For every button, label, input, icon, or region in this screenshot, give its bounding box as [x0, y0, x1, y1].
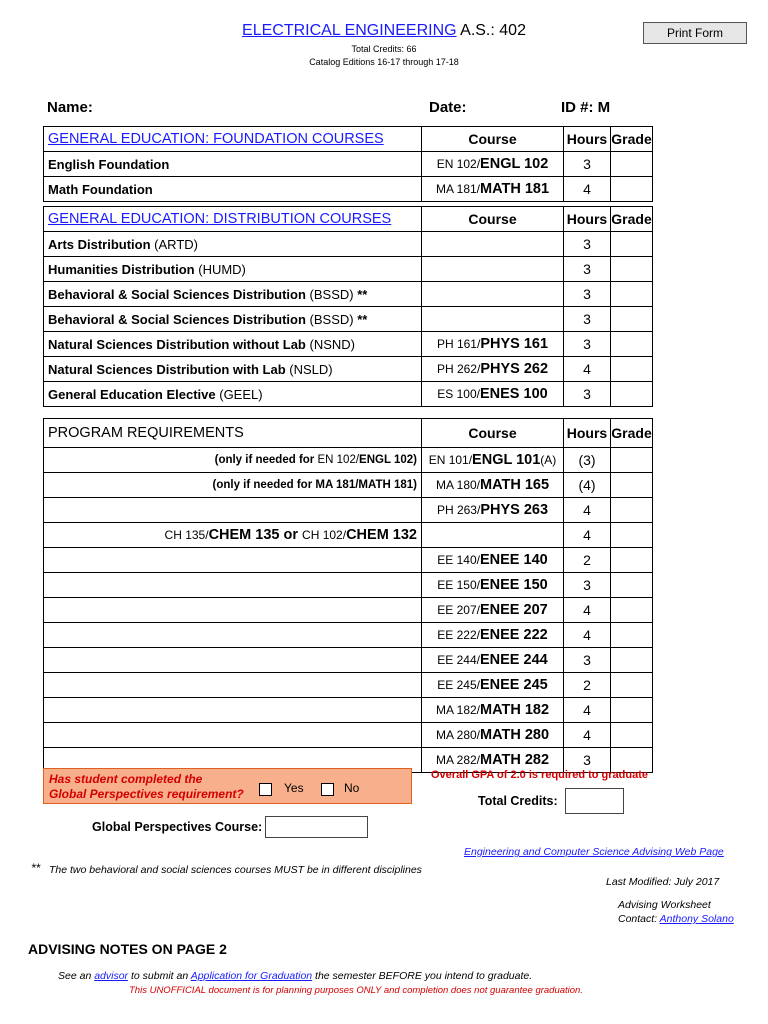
footnote-text: The two behavioral and social sciences courses MUST be in different disciplines [49, 864, 422, 876]
grade-cell[interactable] [611, 573, 653, 598]
requirement-label: Arts Distribution (ARTD) [44, 232, 422, 257]
grade-cell[interactable] [611, 448, 653, 473]
requirement-label [44, 648, 422, 673]
grade-col-header: Grade [611, 207, 653, 232]
requirement-label [44, 673, 422, 698]
requirement-label: Behavioral & Social Sciences Distribution (BSSD) ** [44, 282, 422, 307]
requirement-label: CH 135/CHEM 135 or CH 102/CHEM 132 [44, 523, 422, 548]
program-link[interactable]: ELECTRICAL ENGINEERING [242, 22, 457, 39]
table-header-row [44, 127, 653, 152]
table-row [44, 448, 653, 473]
date-label: Date: [429, 99, 467, 116]
grade-cell[interactable] [611, 152, 653, 177]
hours-cell: (3) [564, 448, 611, 473]
course-cell[interactable] [422, 257, 564, 282]
hours-cell: 3 [564, 573, 611, 598]
yes-label: Yes [284, 781, 304, 795]
grade-cell[interactable] [611, 382, 653, 407]
foundation-table [43, 126, 653, 202]
distribution-section-link[interactable]: GENERAL EDUCATION: DISTRIBUTION COURSES [48, 211, 392, 227]
requirement-label [44, 623, 422, 648]
course-cell: EN 101/ENGL 101(A) [422, 448, 564, 473]
hours-cell: 3 [564, 232, 611, 257]
grade-cell[interactable] [611, 498, 653, 523]
grade-cell[interactable] [611, 623, 653, 648]
course-cell: MA 282/MATH 282 [422, 748, 564, 773]
global-perspectives-question: Has student completed the Global Perspectives requirement? [49, 772, 244, 801]
table-row [44, 498, 653, 523]
advising-web-page-link[interactable]: Engineering and Computer Science Advising Web Page [464, 846, 724, 858]
grade-col-header: Grade [611, 419, 653, 448]
table-row [44, 232, 653, 257]
table-row [44, 573, 653, 598]
course-cell: EE 244/ENEE 244 [422, 648, 564, 673]
contact-link[interactable]: Anthony Solano [659, 913, 734, 925]
course-cell: ES 100/ENES 100 [422, 382, 564, 407]
grade-cell[interactable] [611, 307, 653, 332]
grade-col-header: Grade [611, 127, 653, 152]
course-cell: PH 161/PHYS 161 [422, 332, 564, 357]
program-section-title: PROGRAM REQUIREMENTS [44, 419, 422, 448]
course-col-header: Course [422, 419, 564, 448]
table-row [44, 177, 653, 202]
course-cell: MA 280/MATH 280 [422, 723, 564, 748]
table-row [44, 723, 653, 748]
course-cell: EN 102/ENGL 102 [422, 152, 564, 177]
table-row [44, 673, 653, 698]
hours-cell: 4 [564, 498, 611, 523]
grade-cell[interactable] [611, 598, 653, 623]
course-cell: EE 207/ENEE 207 [422, 598, 564, 623]
grade-cell[interactable] [611, 648, 653, 673]
requirement-label: Humanities Distribution (HUMD) [44, 257, 422, 282]
grade-cell[interactable] [611, 698, 653, 723]
id-label: ID #: M [561, 99, 611, 116]
course-cell: EE 222/ENEE 222 [422, 623, 564, 648]
grade-cell[interactable] [611, 257, 653, 282]
grade-cell[interactable] [611, 548, 653, 573]
gpa-requirement-note: Overall GPA of 2.0 is required to graduate [431, 769, 649, 781]
grade-cell[interactable] [611, 282, 653, 307]
hours-cell: 3 [564, 382, 611, 407]
yes-checkbox[interactable] [259, 783, 272, 796]
table-row [44, 382, 653, 407]
requirement-label: Natural Sciences Distribution with Lab (NSLD) [44, 357, 422, 382]
foundation-section-link[interactable]: GENERAL EDUCATION: FOUNDATION COURSES [48, 131, 384, 147]
requirement-note: (only if needed for MA 181/MATH 181) [44, 473, 422, 498]
table-row [44, 307, 653, 332]
table-row [44, 257, 653, 282]
worksheet-label: Advising Worksheet [618, 899, 711, 911]
hours-cell: 3 [564, 748, 611, 773]
table-row [44, 598, 653, 623]
program-code: A.S.: 402 [460, 22, 526, 39]
hours-cell: 3 [564, 257, 611, 282]
requirement-label: English Foundation [44, 152, 422, 177]
requirement-label [44, 598, 422, 623]
table-row [44, 282, 653, 307]
course-cell: MA 180/MATH 165 [422, 473, 564, 498]
requirement-label: General Education Elective (GEEL) [44, 382, 422, 407]
program-table [43, 418, 653, 773]
course-col-header: Course [422, 127, 564, 152]
course-cell: PH 262/PHYS 262 [422, 357, 564, 382]
grade-cell[interactable] [611, 523, 653, 548]
advising-notes-heading: ADVISING NOTES ON PAGE 2 [28, 941, 227, 957]
grade-cell[interactable] [611, 177, 653, 202]
catalog-editions: Catalog Editions 16-17 through 17-18 [309, 57, 459, 67]
no-checkbox[interactable] [321, 783, 334, 796]
hours-cell: 3 [564, 332, 611, 357]
hours-cell: 4 [564, 598, 611, 623]
course-cell: EE 150/ENEE 150 [422, 573, 564, 598]
table-row [44, 698, 653, 723]
requirement-label: Behavioral & Social Sciences Distribution (BSSD) ** [44, 307, 422, 332]
print-form-button[interactable]: Print Form [643, 22, 747, 44]
footnote-mark: ** [31, 861, 41, 875]
graduation-instructions: See an advisor to submit an Application for Graduation the semester BEFORE you intend to graduate. [58, 970, 533, 982]
course-cell: MA 182/MATH 182 [422, 698, 564, 723]
course-cell: EE 245/ENEE 245 [422, 673, 564, 698]
hours-cell: 2 [564, 673, 611, 698]
table-row [44, 473, 653, 498]
table-header-row [44, 419, 653, 448]
course-cell: MA 181/MATH 181 [422, 177, 564, 202]
distribution-table [43, 206, 653, 407]
global-perspectives-course-label: Global Perspectives Course: [92, 820, 263, 834]
total-credits-field[interactable] [565, 788, 624, 814]
hours-cell: 3 [564, 648, 611, 673]
requirement-label [44, 573, 422, 598]
hours-cell: 4 [564, 177, 611, 202]
name-label: Name: [47, 99, 93, 116]
total-credits-subtitle: Total Credits: 66 [351, 44, 417, 54]
hours-col-header: Hours [564, 419, 611, 448]
hours-cell: 2 [564, 548, 611, 573]
requirement-label [44, 548, 422, 573]
table-row [44, 523, 653, 548]
hours-cell: 3 [564, 307, 611, 332]
grade-cell[interactable] [611, 332, 653, 357]
requirement-label [44, 498, 422, 523]
table-row [44, 332, 653, 357]
course-cell[interactable] [422, 282, 564, 307]
course-cell: EE 140/ENEE 140 [422, 548, 564, 573]
hours-cell: 4 [564, 623, 611, 648]
global-perspectives-course-field[interactable] [265, 816, 368, 838]
hours-cell: 4 [564, 723, 611, 748]
table-row [44, 623, 653, 648]
requirement-label [44, 698, 422, 723]
contact-line: Contact: Anthony Solano [618, 913, 734, 925]
grade-cell[interactable] [611, 673, 653, 698]
hours-col-header: Hours [564, 207, 611, 232]
grade-cell[interactable] [611, 232, 653, 257]
course-cell[interactable] [422, 232, 564, 257]
hours-col-header: Hours [564, 127, 611, 152]
hours-cell: 4 [564, 698, 611, 723]
grade-cell[interactable] [611, 357, 653, 382]
table-row [44, 648, 653, 673]
course-cell[interactable] [422, 523, 564, 548]
hours-cell: 4 [564, 357, 611, 382]
no-label: No [344, 781, 360, 795]
requirement-label [44, 723, 422, 748]
table-row [44, 548, 653, 573]
advisor-link[interactable]: advisor [94, 970, 129, 982]
table-row [44, 152, 653, 177]
hours-cell: 3 [564, 152, 611, 177]
application-link[interactable]: Application for Graduation [190, 970, 313, 982]
total-credits-label: Total Credits: [478, 794, 558, 808]
requirement-label: Natural Sciences Distribution without Lab (NSND) [44, 332, 422, 357]
course-cell: PH 263/PHYS 263 [422, 498, 564, 523]
requirement-label: Math Foundation [44, 177, 422, 202]
table-row [44, 357, 653, 382]
course-col-header: Course [422, 207, 564, 232]
global-perspectives-box [43, 768, 412, 804]
disclaimer: This UNOFFICIAL document is for planning purposes ONLY and completion does not guarantee graduation. [129, 985, 583, 996]
hours-cell: 4 [564, 523, 611, 548]
last-modified: Last Modified: July 2017 [606, 876, 720, 888]
grade-cell[interactable] [611, 473, 653, 498]
hours-cell: (4) [564, 473, 611, 498]
requirement-note: (only if needed for EN 102/ENGL 102) [44, 448, 422, 473]
table-header-row [44, 207, 653, 232]
course-cell[interactable] [422, 307, 564, 332]
hours-cell: 3 [564, 282, 611, 307]
grade-cell[interactable] [611, 723, 653, 748]
